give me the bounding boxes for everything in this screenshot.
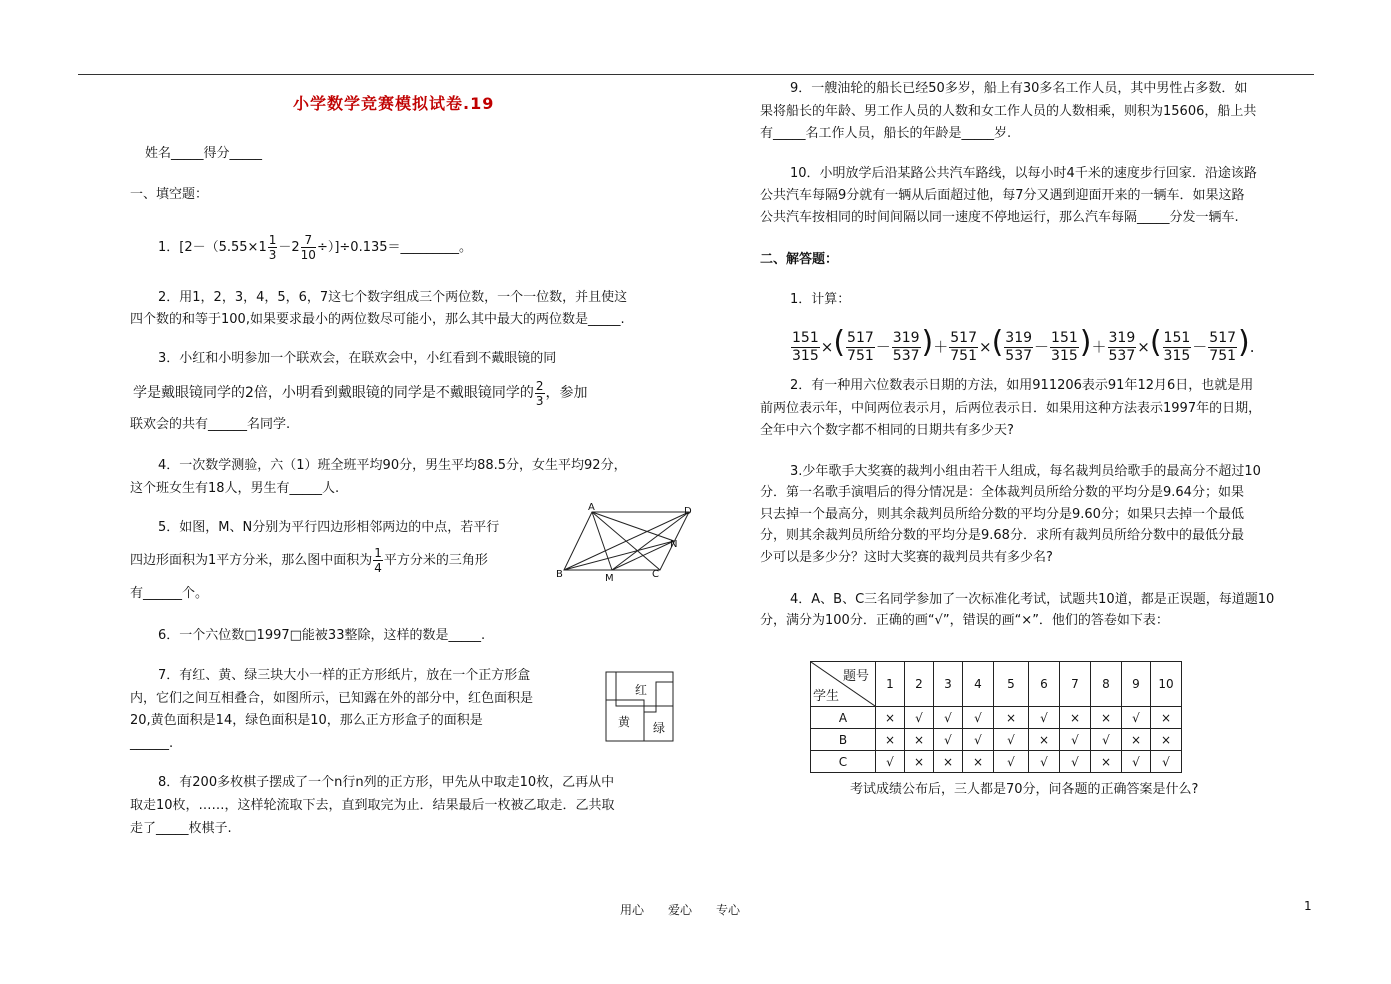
column-header: 9 (1122, 662, 1151, 707)
answer-1-label: 1．计算： (790, 292, 851, 307)
question-8-line-3: 走了_____枚棋子. (130, 821, 232, 836)
squares-box-figure (604, 670, 676, 744)
mark-cell: √ (1122, 707, 1151, 729)
column-header: 6 (1029, 662, 1060, 707)
fraction: $\frac{319}{537}$ (1005, 330, 1033, 364)
question-7-line-3: 20,黄色面积是14，绿色面积是10，那么正方形盒子的面积是 (130, 713, 483, 728)
label-b: B (556, 569, 563, 580)
page-title: 小学数学竞赛模拟试卷.19 (293, 94, 495, 113)
footer-motto: 用心 爱心 专心 (620, 903, 741, 917)
mark-cell: × (1091, 751, 1122, 773)
mark-cell: √ (934, 729, 963, 751)
section-answers: 二、解答题： (760, 252, 839, 267)
question-9-line-2: 果将船长的年龄、男工作人员的人数和女工作人员的人数相乘，则积为15606，船上共 (760, 104, 1257, 119)
student-name: C (811, 751, 876, 773)
label-yellow: 黄 (618, 715, 631, 729)
column-header: 8 (1091, 662, 1122, 707)
question-5-line-3: 有______个。 (130, 586, 209, 601)
fraction: $\frac{151}{315}$ (792, 330, 819, 364)
column-header: 5 (994, 662, 1029, 707)
fraction: $\frac{517}{751}$ (950, 330, 977, 364)
question-7-line-2: 内，它们之间互相叠合，如图所示，已知露在外的部分中，红色面积是 (130, 691, 534, 706)
column-header: 10 (1151, 662, 1182, 707)
table-caption: 考试成绩公布后，三人都是70分，问各题的正确答案是什么? (850, 782, 1199, 797)
mark-cell: × (1151, 707, 1182, 729)
question-2-line-1: 2．用1，2，3，4，5，6，7这七个数字组成三个两位数，一个一位数，并且使这 (158, 290, 628, 305)
question-5-line-1: 5．如图，M、N分别为平行四边形相邻两边的中点，若平行 (158, 520, 500, 535)
mark-cell: √ (994, 751, 1029, 773)
question-9-line-3: 有_____名工作人员，船长的年龄是_____岁. (760, 126, 1012, 141)
mark-cell: √ (1091, 729, 1122, 751)
mark-cell: √ (1151, 751, 1182, 773)
table-row (811, 707, 1182, 729)
question-7-line-4: ______. (130, 736, 174, 751)
fraction: $\frac{151}{315}$ (1051, 330, 1078, 364)
label-n: N (670, 539, 678, 550)
question-4-line-1: 4．一次数学测验，六（1）班全班平均90分，男生平均88.5分，女生平均92分， (158, 458, 627, 473)
fraction: $\frac{517}{751}$ (847, 330, 874, 364)
label-c: C (652, 569, 659, 580)
mark-cell: × (905, 729, 934, 751)
answer-2-line-2: 前两位表示年，中间两位表示月，后两位表示日．如果用这种方法表示1997年的日期， (760, 401, 1262, 416)
question-7-line-1: 7．有红、黄、绿三块大小一样的正方形纸片，放在一个正方形盒 (158, 668, 531, 683)
mark-cell: √ (934, 707, 963, 729)
top-rule (78, 74, 1314, 75)
question-10-line-3: 公共汽车按相同的时间间隔以同一速度不停地运行，那么汽车每隔_____分发一辆车. (760, 210, 1239, 225)
answer-3-line-1: 3.少年歌手大奖赛的裁判小组由若干人组成，每名裁判员给歌手的最高分不超过10 (790, 464, 1261, 479)
parallelogram-figure (552, 500, 702, 585)
table-header-row (811, 662, 1182, 707)
header-student-label: 学生 (813, 689, 840, 704)
question-2-line-2: 四个数的和等于100,如果要求最小的两位数尽可能小，那么其中最大的两位数是_____. (130, 312, 625, 327)
answer-3-line-3: 只去掉一个最高分，则其余裁判员所给分数的平均分是9.60分；如果只去掉一个最低 (760, 507, 1244, 522)
header-question-label: 题号 (842, 669, 869, 684)
answer-4-line-1: 4．A、B、C三名同学参加了一次标准化考试，试题共10道，都是正误题，每道题10 (790, 592, 1275, 607)
segment-mn (612, 541, 674, 570)
label-red: 红 (635, 683, 648, 697)
fraction: $\frac{319}{537}$ (1108, 330, 1136, 364)
mark-cell: × (1151, 729, 1182, 751)
question-8-line-1: 8．有200多枚棋子摆成了一个n行n列的正方形，甲先从中取走10枚，乙再从中 (158, 775, 615, 790)
question-9-line-1: 9．一艘油轮的船长已经50多岁，船上有30多名工作人员，其中男性占多数．如 (790, 81, 1248, 96)
question-4-line-2: 这个班女生有18人，男生有_____人. (130, 481, 340, 496)
question-1: 1．[2－（5.55×1 $\frac{1}{3}$ －2 $\frac{7}{10}$ ÷）]÷0.135＝_________。 (158, 233, 473, 262)
fraction: $\frac{319}{537}$ (892, 330, 920, 364)
question-10-line-1: 10．小明放学后沿某路公共汽车路线，以每小时4千米的速度步行回家．沿途该路 (790, 166, 1257, 181)
label-a: A (588, 502, 595, 513)
fraction: $\frac{1}{4}$ (374, 546, 382, 575)
question-6: 6．一个六位数□1997□能被33整除，这样的数是_____. (158, 628, 486, 643)
mark-cell: × (1122, 729, 1151, 751)
mark-cell: × (876, 729, 905, 751)
mark-cell: √ (1122, 751, 1151, 773)
answer-sheet-table (810, 661, 1182, 773)
fraction: $\frac{517}{751}$ (1209, 330, 1237, 364)
mark-cell: × (963, 751, 994, 773)
fraction: $\frac{2}{3}$ (535, 378, 544, 408)
column-header: 4 (963, 662, 994, 707)
column-header: 1 (876, 662, 905, 707)
question-10-line-2: 公共汽车每隔9分就有一辆从后面超过他，每7分又遇到迎面开来的一辆车．如果这路 (760, 188, 1245, 203)
question-3-line-1: 3．小红和小明参加一个联欢会，在联欢会中，小红看到不戴眼镜的同 (158, 351, 557, 366)
page-number: 1 (1304, 899, 1312, 913)
mark-cell: √ (1029, 751, 1060, 773)
column-header: 7 (1060, 662, 1091, 707)
question-5-line-2: 四边形面积为1平方分米，那么图中面积为 $\frac{1}{4}$ 平方分米的三角形 (130, 546, 488, 575)
student-name: A (811, 707, 876, 729)
column-header: 3 (934, 662, 963, 707)
fraction: $\frac{151}{315}$ (1163, 330, 1191, 364)
segment-an (592, 512, 674, 541)
mark-cell: √ (1060, 729, 1091, 751)
answer-3-line-2: 分．第一名歌手演唱后的得分情况是：全体裁判员所给分数的平均分是9.64分；如果 (760, 485, 1244, 500)
mark-cell: √ (994, 729, 1029, 751)
mark-cell: √ (876, 751, 905, 773)
mark-cell: √ (1029, 707, 1060, 729)
table-row (811, 751, 1182, 773)
label-m: M (605, 573, 614, 584)
answer-3-line-4: 分，则其余裁判员所给分数的平均分是9.68分．求所有裁判员所给分数中的最低分最 (760, 528, 1244, 543)
mark-cell: × (1029, 729, 1060, 751)
answer-1-expression: $\frac{151}{315}$ ×( $\frac{517}{751}$ － $\frac{319}{537}$ )＋ $\frac{517}{751}$ ×( $\frac{319}{537}$ － $\frac{151}{315}$ )＋ $\frac{319}{537}$ ×( $\frac{151}{315}$ － $\frac{517}{751}$ ). (792, 325, 1255, 364)
table-row (811, 729, 1182, 751)
mark-cell: × (1091, 707, 1122, 729)
answer-3-line-5: 少可以是多少分？这时大奖赛的裁判员共有多少名? (760, 550, 1053, 565)
student-name: B (811, 729, 876, 751)
section-fill-in: 一、填空题： (130, 187, 209, 202)
mark-cell: × (905, 751, 934, 773)
mark-cell: × (934, 751, 963, 773)
header-corner-cell (811, 662, 876, 707)
answer-4-line-2: 分，满分为100分．正确的画“√”，错误的画“×”．他们的答卷如下表： (760, 613, 1169, 628)
answer-2-line-1: 2．有一种用六位数表示日期的方法，如用911206表示91年12月6日，也就是用 (790, 378, 1254, 393)
segment-bn (564, 541, 674, 570)
fraction: $\frac{1}{3}$ (268, 233, 277, 262)
question-3-line-3: 联欢会的共有______名同学. (130, 417, 291, 432)
answer-2-line-3: 全年中六个数字都不相同的日期共有多少天? (760, 423, 1014, 438)
mark-cell: × (1060, 707, 1091, 729)
label-d: D (684, 506, 692, 517)
mark-cell: √ (963, 729, 994, 751)
green-square-edge (644, 682, 673, 712)
mark-cell: × (876, 707, 905, 729)
label-green: 绿 (653, 721, 666, 735)
mark-cell: √ (905, 707, 934, 729)
question-8-line-2: 取走10枚，……，这样轮流取下去，直到取完为止．结果最后一枚被乙取走．乙共取 (130, 798, 615, 813)
question-3-line-2: 学是戴眼镜同学的2倍，小明看到戴眼镜的同学是不戴眼镜同学的 $\frac{2}{3}$ ，参加 (133, 378, 588, 408)
mark-cell: √ (1060, 751, 1091, 773)
column-header: 2 (905, 662, 934, 707)
name-score-line: 姓名_____得分_____ (145, 146, 263, 161)
mark-cell: √ (963, 707, 994, 729)
fraction: $\frac{7}{10}$ (300, 233, 316, 262)
mark-cell: × (994, 707, 1029, 729)
